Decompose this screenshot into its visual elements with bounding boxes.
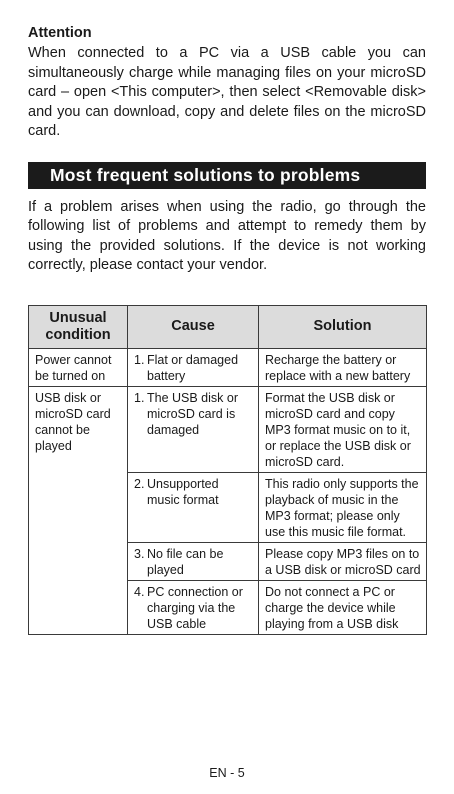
troubleshooting-table	[28, 305, 427, 635]
condition-cell: USB disk or microSD card cannot be played	[29, 386, 128, 634]
attention-text: When connected to a PC via a USB cable you can simultaneously charge while managing files on your microSD card – open <This computer>, then select <Removable disk> and you can download, copy and delete files on the microSD card.	[28, 45, 426, 139]
solution-cell: Recharge the battery or replace with a new battery	[259, 348, 427, 386]
cause-cell	[128, 386, 259, 472]
cause-text: No file can be played	[147, 546, 224, 577]
cause-cell	[128, 542, 259, 580]
solution-cell: This radio only supports the playback of music in the MP3 format; please only use this music file format.	[259, 472, 427, 542]
cause-text: Unsupported music format	[147, 476, 219, 507]
cause-text: The USB disk or microSD card is damaged	[147, 390, 239, 437]
table-row	[29, 386, 427, 472]
solution-cell: Please copy MP3 files on to a USB disk or microSD card	[259, 542, 427, 580]
page-number: EN - 5	[209, 766, 245, 780]
header-cause: Cause	[128, 305, 259, 348]
cause-cell	[128, 348, 259, 386]
table-row	[29, 348, 427, 386]
cause-number: 1.	[134, 390, 145, 405]
condition-cell: Power cannot be turned on	[29, 348, 128, 386]
cause-number: 1.	[134, 352, 145, 367]
solution-cell: Format the USB disk or microSD card and copy MP3 format music on to it, or replace the USB disk or microSD card.	[259, 386, 427, 472]
cause-cell	[128, 580, 259, 634]
cause-number: 4.	[134, 584, 145, 599]
solution-cell: Do not connect a PC or charge the device while playing from a USB disk	[259, 580, 427, 634]
cause-text: Flat or damaged battery	[147, 352, 239, 383]
table-header-row	[29, 305, 427, 348]
cause-text: PC connection or charging via the USB cable	[147, 584, 243, 631]
cause-number: 3.	[134, 546, 145, 561]
header-solution: Solution	[259, 305, 427, 348]
section-title-banner: Most frequent solutions to problems	[28, 162, 426, 189]
cause-cell	[128, 472, 259, 542]
cause-number: 2.	[134, 476, 145, 491]
section-intro: If a problem arises when using the radio, go through the following list of problems and attempt to remedy them by using the provided solutions. If the device is not working correctly, please contact your vendor.	[28, 198, 426, 273]
manual-page	[28, 24, 426, 635]
header-condition: Unusual condition	[29, 305, 128, 348]
attention-heading: Attention	[28, 25, 92, 41]
